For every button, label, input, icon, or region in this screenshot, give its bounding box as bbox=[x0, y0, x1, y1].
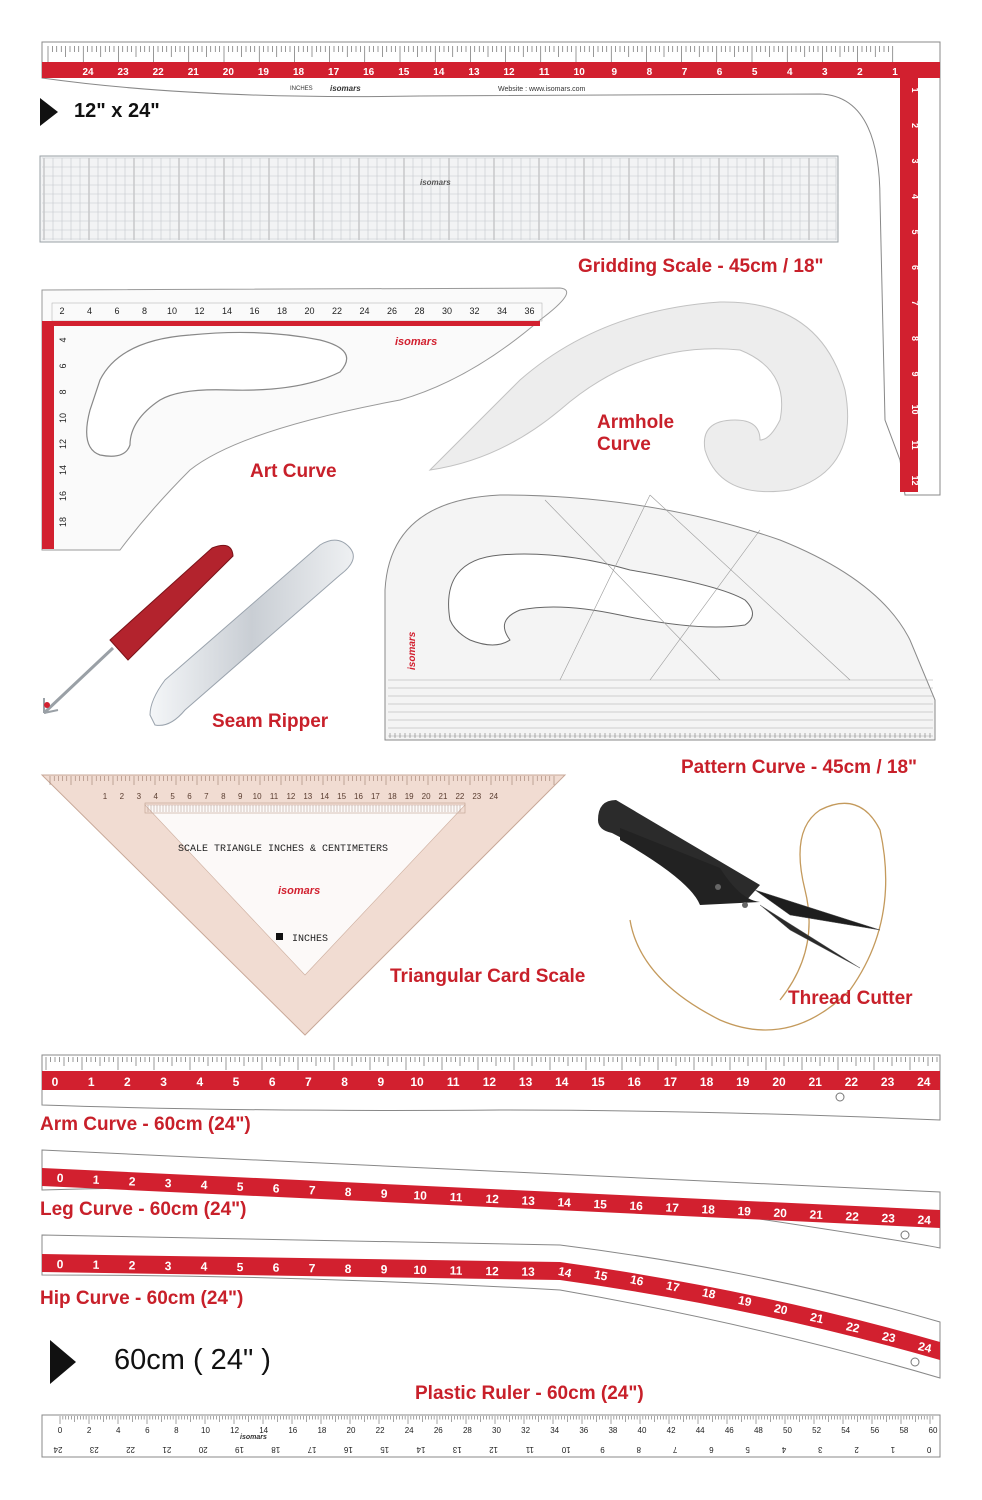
plastic-ruler-cm-number: 4 bbox=[115, 1426, 121, 1435]
square-ruler-band bbox=[42, 62, 940, 78]
pattern-curve bbox=[385, 495, 935, 740]
square-ruler-number: 18 bbox=[292, 67, 305, 78]
ruler-number: 15 bbox=[592, 1267, 609, 1284]
art-curve-side-number: 8 bbox=[58, 389, 68, 395]
square-ruler-number: 1 bbox=[892, 67, 898, 78]
art-curve-number: 4 bbox=[86, 306, 93, 316]
ruler-number: 10 bbox=[413, 1188, 428, 1203]
ruler-number: 19 bbox=[736, 1292, 753, 1310]
ruler-number: 10 bbox=[410, 1075, 424, 1089]
square-ruler-number: 15 bbox=[398, 67, 410, 78]
ruler-number: 21 bbox=[808, 1309, 825, 1327]
ruler-number: 19 bbox=[737, 1203, 752, 1219]
art-curve-number: 10 bbox=[166, 306, 178, 316]
plastic-ruler-brand: isomars bbox=[240, 1434, 267, 1441]
art-curve-number: 26 bbox=[386, 306, 398, 316]
plastic-ruler-cm-number: 8 bbox=[174, 1426, 179, 1435]
art-curve-number: 32 bbox=[469, 306, 480, 316]
plastic-ruler-cm-number: 32 bbox=[521, 1426, 531, 1435]
plastic-ruler-cm-number: 44 bbox=[695, 1426, 705, 1435]
plastic-ruler bbox=[42, 1415, 940, 1457]
triangle-number: 9 bbox=[237, 792, 243, 801]
top-arrow-icon bbox=[40, 98, 58, 126]
ruler-number: 1 bbox=[92, 1257, 100, 1272]
ruler-number: 2 bbox=[128, 1258, 136, 1273]
triangle-inches: INCHES bbox=[292, 934, 329, 945]
triangle-title: SCALE TRIANGLE INCHES & CENTIMETERS bbox=[178, 844, 389, 855]
ruler-number: 21 bbox=[808, 1075, 822, 1089]
pattern-curve-brand: isomars bbox=[407, 631, 418, 670]
triangle-number: 19 bbox=[404, 792, 414, 801]
ruler-number: 17 bbox=[664, 1278, 681, 1295]
art-curve-side-number: 12 bbox=[58, 438, 68, 450]
art-curve-label: Art Curve bbox=[250, 461, 337, 482]
ruler-number: 5 bbox=[236, 1179, 244, 1194]
triangle-number: 5 bbox=[170, 792, 175, 801]
plastic-ruler-inch-number: 19 bbox=[235, 1445, 244, 1454]
art-curve-side-number: 10 bbox=[58, 412, 68, 424]
ruler-number: 23 bbox=[881, 1210, 896, 1226]
plastic-ruler-cm-number: 56 bbox=[870, 1426, 880, 1435]
art-curve-number: 6 bbox=[114, 306, 120, 316]
ruler-number: 16 bbox=[627, 1075, 641, 1089]
square-ruler-number: 20 bbox=[222, 67, 234, 78]
square-ruler-side-number: 6 bbox=[910, 264, 920, 271]
square-ruler-number: 23 bbox=[117, 67, 129, 78]
ruler-number: 2 bbox=[124, 1075, 131, 1089]
art-curve-number: 20 bbox=[304, 306, 315, 316]
ruler-number: 22 bbox=[844, 1319, 861, 1336]
ruler-number: 15 bbox=[593, 1196, 608, 1212]
triangle-number: 22 bbox=[455, 792, 465, 801]
plastic-ruler-inch-number: 24 bbox=[53, 1445, 63, 1454]
ruler-number: 14 bbox=[556, 1263, 573, 1281]
art-curve-number: 28 bbox=[414, 306, 425, 316]
ruler-number: 20 bbox=[772, 1301, 789, 1318]
square-ruler-number: 22 bbox=[152, 67, 164, 78]
triangle-number: 18 bbox=[387, 792, 397, 801]
square-ruler-side-number: 5 bbox=[910, 229, 920, 235]
plastic-ruler-inch-number: 15 bbox=[380, 1445, 390, 1454]
ruler-number: 12 bbox=[485, 1264, 499, 1279]
ruler-number: 19 bbox=[736, 1075, 750, 1089]
triangle-number: 16 bbox=[354, 792, 363, 801]
art-curve-brand: isomars bbox=[395, 336, 438, 348]
ruler-number: 12 bbox=[485, 1191, 500, 1207]
art-curve-number: 34 bbox=[496, 306, 508, 316]
pattern-curve-label: Pattern Curve - 45cm / 18" bbox=[681, 757, 918, 778]
plastic-ruler-inch-number: 6 bbox=[709, 1445, 714, 1454]
ruler-number: 24 bbox=[916, 1339, 933, 1356]
art-curve-red-edge bbox=[42, 321, 54, 549]
plastic-ruler-inch-number: 9 bbox=[600, 1445, 605, 1454]
triangle-number: 4 bbox=[153, 792, 158, 801]
art-curve-number: 30 bbox=[441, 306, 453, 316]
square-ruler-website: Website : www.isomars.com bbox=[498, 86, 586, 93]
ruler-number: 23 bbox=[880, 1328, 897, 1346]
thread-cutter-blade-a bbox=[755, 890, 880, 930]
triangle-number: 1 bbox=[102, 792, 108, 801]
triangle-number: 6 bbox=[187, 792, 192, 801]
plastic-ruler-cm-number: 20 bbox=[346, 1426, 356, 1435]
art-curve-side-number: 18 bbox=[58, 516, 68, 528]
ruler-number: 9 bbox=[380, 1186, 388, 1201]
ruler-number: 4 bbox=[200, 1259, 208, 1274]
art-curve-number: 36 bbox=[524, 306, 535, 316]
plastic-ruler-cm-number: 24 bbox=[404, 1426, 414, 1435]
plastic-ruler-inch-number: 17 bbox=[307, 1445, 317, 1454]
plastic-ruler-cm-number: 36 bbox=[579, 1426, 589, 1435]
gridding-scale-label: Gridding Scale - 45cm / 18" bbox=[578, 256, 824, 277]
ruler-number: 9 bbox=[380, 1262, 388, 1277]
ruler-number: 0 bbox=[56, 1170, 64, 1186]
art-curve-side-number: 6 bbox=[58, 363, 68, 369]
ruler-number: 0 bbox=[56, 1257, 64, 1272]
plastic-ruler-cm-number: 14 bbox=[259, 1426, 269, 1435]
plastic-ruler-label: Plastic Ruler - 60cm (24") bbox=[415, 1383, 644, 1404]
square-ruler-number: 3 bbox=[822, 67, 828, 78]
triangular-card-scale bbox=[42, 775, 565, 1035]
ruler-number: 14 bbox=[555, 1075, 569, 1089]
seam-ripper-cap bbox=[150, 540, 353, 725]
ruler-number: 13 bbox=[518, 1075, 533, 1089]
plastic-ruler-cm-number: 58 bbox=[899, 1426, 909, 1435]
plastic-ruler-inch-number: 10 bbox=[561, 1445, 571, 1454]
plastic-ruler-cm-number: 12 bbox=[230, 1426, 240, 1435]
ruler-number: 1 bbox=[87, 1075, 95, 1089]
thread-cutter-handle-bottom bbox=[620, 828, 760, 905]
triangle-number: 23 bbox=[472, 792, 482, 801]
plastic-ruler-cm-number: 42 bbox=[666, 1426, 676, 1435]
ruler-number: 11 bbox=[449, 1263, 463, 1278]
thread-cutter-handle-top bbox=[598, 800, 760, 902]
plastic-ruler-cm-number: 52 bbox=[812, 1426, 822, 1435]
square-ruler-number: 7 bbox=[681, 67, 688, 78]
art-curve-number: 14 bbox=[221, 306, 233, 316]
plastic-ruler-cm-number: 2 bbox=[86, 1426, 92, 1435]
square-ruler-number: 9 bbox=[611, 67, 618, 78]
bottom-arrow-icon bbox=[50, 1340, 76, 1384]
plastic-ruler-inch-number: 7 bbox=[672, 1445, 678, 1454]
plastic-ruler-inch-number: 3 bbox=[818, 1445, 823, 1454]
ruler-number: 3 bbox=[164, 1258, 172, 1274]
ruler-number: 4 bbox=[196, 1075, 204, 1089]
ruler-number: 7 bbox=[308, 1183, 316, 1198]
plastic-ruler-inch-number: 20 bbox=[198, 1445, 208, 1454]
square-ruler-number: 24 bbox=[82, 67, 94, 78]
ruler-number: 17 bbox=[663, 1075, 678, 1089]
art-curve-side-number: 16 bbox=[58, 490, 68, 502]
square-ruler-number: 21 bbox=[187, 67, 199, 78]
plastic-ruler-inch-number: 0 bbox=[926, 1445, 932, 1454]
art-curve-side-number: 4 bbox=[58, 337, 68, 343]
plastic-ruler-inch-number: 18 bbox=[271, 1445, 281, 1454]
ruler-number: 2 bbox=[128, 1174, 136, 1189]
ruler-number: 13 bbox=[521, 1264, 535, 1279]
top-size-label: 12" x 24" bbox=[74, 100, 160, 122]
ruler-number: 23 bbox=[880, 1075, 895, 1089]
square-ruler-side-number: 11 bbox=[910, 440, 920, 450]
ruler-number: 10 bbox=[413, 1262, 427, 1278]
square-ruler-side-number: 7 bbox=[910, 300, 920, 306]
triangle-number: 13 bbox=[303, 792, 313, 801]
plastic-ruler-cm-number: 38 bbox=[608, 1426, 618, 1435]
square-ruler-side-number: 10 bbox=[910, 404, 920, 415]
ruler-number: 22 bbox=[845, 1209, 860, 1224]
ruler-number: 24 bbox=[917, 1212, 932, 1228]
plastic-ruler-cm-number: 50 bbox=[783, 1426, 792, 1435]
ruler-number: 7 bbox=[308, 1261, 316, 1276]
plastic-ruler-cm-number: 46 bbox=[724, 1426, 734, 1435]
square-ruler-number: 10 bbox=[573, 67, 585, 78]
square-ruler-side-number: 2 bbox=[910, 122, 920, 129]
ruler-number: 24 bbox=[917, 1075, 931, 1089]
ruler-number: 8 bbox=[341, 1075, 348, 1089]
plastic-ruler-inch-number: 2 bbox=[854, 1445, 859, 1454]
square-ruler-number: 17 bbox=[328, 67, 340, 78]
ruler-number: 1 bbox=[92, 1172, 100, 1187]
ruler-number: 9 bbox=[377, 1075, 385, 1089]
square-ruler-side-number: 1 bbox=[910, 87, 920, 93]
ruler-number: 5 bbox=[236, 1260, 244, 1275]
plastic-ruler-inch-number: 16 bbox=[343, 1445, 353, 1454]
square-ruler-brand: isomars bbox=[330, 84, 361, 93]
square-ruler-side-number: 9 bbox=[910, 371, 920, 377]
triangle-number: 8 bbox=[221, 792, 226, 801]
triangle-number: 15 bbox=[337, 792, 347, 801]
ruler-number: 6 bbox=[268, 1075, 276, 1089]
plastic-ruler-cm-number: 30 bbox=[492, 1426, 501, 1435]
plastic-ruler-cm-number: 40 bbox=[637, 1426, 647, 1435]
ruler-number: 7 bbox=[305, 1075, 312, 1089]
ruler-number: 16 bbox=[629, 1198, 644, 1214]
square-ruler-number: 5 bbox=[751, 67, 758, 78]
triangle-square-mark bbox=[276, 933, 283, 940]
art-curve-number: 18 bbox=[276, 306, 288, 316]
plastic-ruler-inch-number: 13 bbox=[452, 1445, 462, 1454]
ruler-number: 21 bbox=[809, 1207, 824, 1223]
leg-curve-label: Leg Curve - 60cm (24") bbox=[40, 1199, 247, 1220]
seam-ripper-label: Seam Ripper bbox=[212, 711, 329, 732]
ruler-number: 18 bbox=[700, 1285, 717, 1302]
square-ruler-number: 16 bbox=[363, 67, 375, 78]
gridding-scale bbox=[40, 156, 838, 242]
square-ruler-number: 13 bbox=[468, 67, 480, 78]
triangle-number: 10 bbox=[252, 792, 262, 801]
plastic-ruler-cm-number: 54 bbox=[841, 1426, 851, 1435]
ruler-number: 13 bbox=[521, 1193, 536, 1209]
plastic-ruler-cm-number: 16 bbox=[288, 1426, 298, 1435]
art-curve-number: 12 bbox=[194, 306, 205, 316]
gridding-scale-brand: isomars bbox=[420, 178, 451, 187]
art-curve-number: 8 bbox=[141, 306, 148, 316]
square-ruler-side-number: 3 bbox=[910, 158, 920, 164]
ruler-number: 14 bbox=[557, 1195, 572, 1210]
ruler-number: 11 bbox=[446, 1075, 460, 1089]
ruler-number: 0 bbox=[51, 1075, 59, 1089]
ruler-number: 11 bbox=[449, 1189, 463, 1205]
square-ruler-inches-text: INCHES bbox=[290, 86, 313, 92]
plastic-ruler-cm-number: 48 bbox=[753, 1426, 763, 1435]
square-ruler-number: 19 bbox=[257, 67, 269, 78]
triangle-number: 12 bbox=[286, 792, 296, 801]
arm-curve-ruler bbox=[42, 1055, 940, 1120]
square-ruler-number: 6 bbox=[716, 67, 723, 78]
plastic-ruler-cm-number: 28 bbox=[462, 1426, 472, 1435]
art-curve-number: 24 bbox=[359, 306, 370, 316]
plastic-ruler-cm-number: 6 bbox=[145, 1426, 150, 1435]
armhole-curve-label: Armhole Curve bbox=[597, 412, 675, 455]
square-ruler-number: 2 bbox=[857, 67, 863, 78]
triangle-number: 24 bbox=[489, 792, 499, 801]
ruler-number: 20 bbox=[772, 1075, 786, 1089]
art-curve-red-band bbox=[54, 321, 540, 326]
triangle-brand: isomars bbox=[278, 885, 321, 897]
ruler-number: 15 bbox=[591, 1075, 605, 1089]
square-ruler-number: 11 bbox=[538, 67, 550, 78]
triangular-card-scale-label: Triangular Card Scale bbox=[390, 966, 586, 987]
plastic-ruler-inch-number: 4 bbox=[781, 1445, 787, 1454]
ruler-number: 18 bbox=[701, 1202, 716, 1217]
square-ruler-number: 14 bbox=[433, 67, 445, 78]
bottom-size-label: 60cm ( 24" ) bbox=[114, 1344, 271, 1376]
ruler-number: 8 bbox=[344, 1261, 352, 1276]
plastic-ruler-inch-number: 21 bbox=[162, 1445, 172, 1454]
ruler-number: 12 bbox=[482, 1075, 497, 1089]
triangle-number: 2 bbox=[119, 792, 125, 801]
ruler-number: 4 bbox=[200, 1177, 208, 1193]
square-ruler-number: 8 bbox=[646, 67, 653, 78]
triangle-number: 7 bbox=[204, 792, 209, 801]
square-ruler-side-number: 8 bbox=[910, 335, 920, 342]
plastic-ruler-inch-number: 22 bbox=[126, 1445, 136, 1454]
plastic-ruler-inch-number: 1 bbox=[890, 1445, 896, 1454]
art-curve-number: 22 bbox=[331, 306, 343, 316]
thread-cutter-label: Thread Cutter bbox=[788, 988, 913, 1009]
triangle-number: 3 bbox=[136, 792, 142, 801]
ruler-number: 6 bbox=[272, 1260, 280, 1275]
plastic-ruler-cm-number: 34 bbox=[550, 1426, 560, 1435]
plastic-ruler-inch-number: 11 bbox=[525, 1445, 535, 1454]
ruler-number: 17 bbox=[665, 1200, 680, 1216]
square-ruler-number: 12 bbox=[503, 67, 515, 78]
ruler-number: 22 bbox=[844, 1075, 859, 1089]
plastic-ruler-cm-number: 18 bbox=[317, 1426, 327, 1435]
ruler-number: 16 bbox=[628, 1272, 645, 1289]
hip-curve-label: Hip Curve - 60cm (24") bbox=[40, 1288, 244, 1309]
art-curve-number: 16 bbox=[249, 306, 260, 316]
plastic-ruler-cm-number: 0 bbox=[57, 1426, 63, 1435]
square-ruler-side-number: 12 bbox=[910, 475, 920, 486]
triangle-number: 21 bbox=[438, 792, 448, 801]
plastic-ruler-cm-number: 60 bbox=[928, 1426, 938, 1435]
square-ruler-side-number: 4 bbox=[910, 193, 920, 200]
plastic-ruler-inch-number: 14 bbox=[416, 1445, 426, 1454]
plastic-ruler-cm-number: 22 bbox=[375, 1426, 385, 1435]
square-ruler-number: 4 bbox=[786, 67, 793, 78]
ruler-number: 8 bbox=[344, 1184, 352, 1200]
ruler-number: 6 bbox=[272, 1181, 280, 1196]
seam-ripper bbox=[44, 540, 353, 725]
art-curve-side-number: 14 bbox=[58, 464, 68, 476]
plastic-ruler-cm-number: 26 bbox=[433, 1426, 443, 1435]
triangle-number: 14 bbox=[320, 792, 330, 801]
plastic-ruler-inch-number: 8 bbox=[636, 1445, 642, 1454]
ruler-number: 20 bbox=[773, 1205, 788, 1221]
arm-curve-label: Arm Curve - 60cm (24") bbox=[40, 1114, 251, 1135]
triangle-number: 11 bbox=[269, 792, 279, 801]
ruler-number: 5 bbox=[232, 1075, 240, 1089]
plastic-ruler-inch-number: 12 bbox=[489, 1445, 499, 1454]
plastic-ruler-inch-number: 5 bbox=[745, 1445, 750, 1454]
triangle-number: 20 bbox=[421, 792, 431, 801]
art-curve-number: 2 bbox=[59, 306, 65, 316]
triangle-number: 17 bbox=[370, 792, 380, 801]
plastic-ruler-cm-number: 10 bbox=[201, 1426, 210, 1435]
ruler-number: 18 bbox=[699, 1075, 714, 1089]
ruler-number: 3 bbox=[160, 1075, 167, 1089]
plastic-ruler-inch-number: 23 bbox=[89, 1445, 99, 1454]
ruler-number: 3 bbox=[164, 1176, 172, 1191]
